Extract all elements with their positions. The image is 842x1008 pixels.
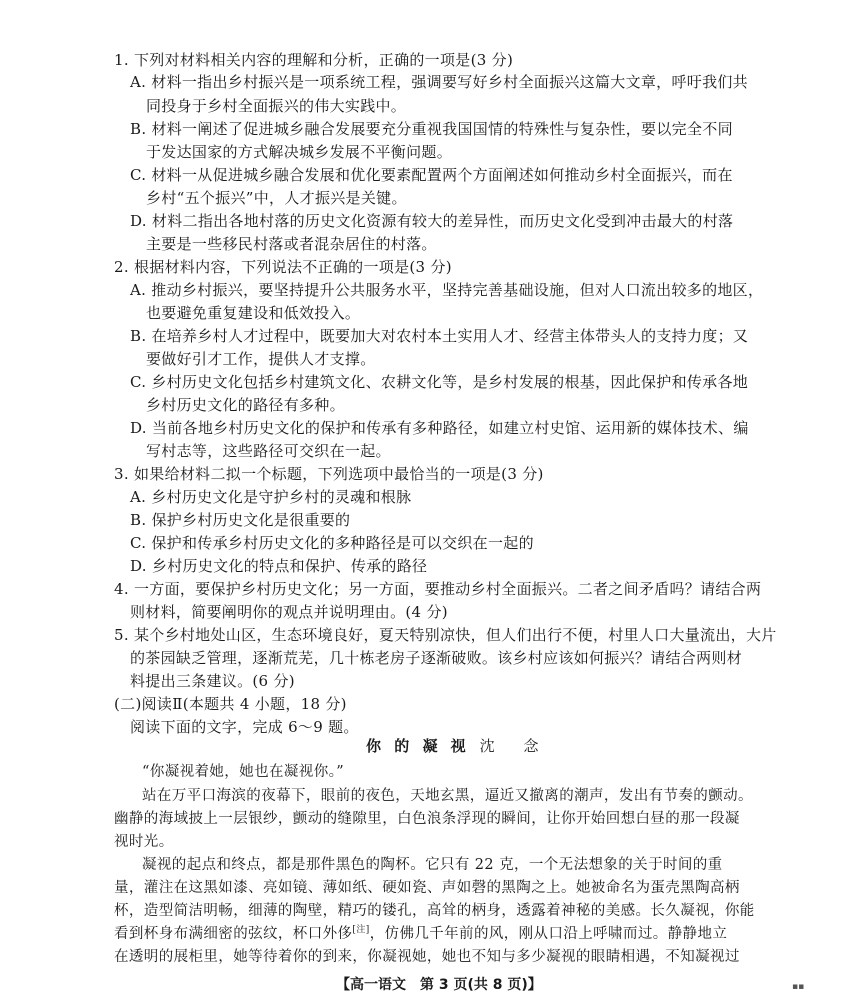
q2-option-d-cont: 写村志等，这些路径可交织在一起。 bbox=[146, 442, 391, 460]
question-5-cont-2: 料提出三条建议。(6 分) bbox=[130, 672, 295, 690]
passage-paragraph-3-line-4 bbox=[114, 924, 727, 944]
passage-paragraph-2-line-1: 站在万平口海滨的夜幕下，眼前的夜色，天地玄黑，逼近又撤离的潮声，发出有节奏的颤动。 bbox=[142, 788, 753, 804]
q3-option-a: A. 乡村历史文化是守护乡村的灵魂和根脉 bbox=[130, 488, 412, 506]
q1-option-a-cont: 同投身于乡村全面振兴的伟大实践中。 bbox=[146, 97, 407, 115]
passage-line-4-part-1: 看到杯身布满细密的弦纹，杯口外侈 bbox=[114, 926, 353, 942]
passage-paragraph-2-line-3: 视时光。 bbox=[114, 834, 174, 850]
q3-option-d: D. 乡村历史文化的特点和保护、传承的路径 bbox=[130, 557, 428, 575]
passage-author: 沈 念 bbox=[479, 737, 551, 755]
q1-option-d: D. 材料二指出各地村落的历史文化资源有较大的差异性，而历史文化受到冲击最大的村落 bbox=[130, 212, 734, 230]
footnote-marker: [注] bbox=[352, 925, 370, 935]
q2-option-c-cont: 乡村历史文化的路径有多种。 bbox=[146, 396, 345, 414]
q1-option-b: B. 材料一阐述了促进城乡融合发展要充分重视我国国情的特殊性与复杂性，要以完全不同 bbox=[130, 120, 733, 138]
q2-option-a: A. 推动乡村振兴，要坚持提升公共服务水平，坚持完善基础设施，但对人口流出较多的地区， bbox=[130, 281, 764, 299]
q2-option-b: B. 在培养乡村人才过程中，既要加大对农村本土实用人才、经营主体带头人的支持力度；又 bbox=[130, 327, 749, 345]
question-5-cont-1: 的茶园缺乏管理，逐渐荒芜，几十栋老房子逐渐破败。该乡村应该如何振兴？请结合两则材 bbox=[130, 649, 743, 667]
q2-option-b-cont: 要做好引才工作，提供人才支撑。 bbox=[146, 350, 376, 368]
question-4-stem: 4. 一方面，要保护乡村历史文化；另一方面，要推动乡村全面振兴。二者之间矛盾吗？请结合两 bbox=[114, 580, 762, 598]
page-footer: 【高一语文 第 3 页(共 8 页)】 bbox=[336, 977, 542, 993]
passage-paragraph-3-line-1: 凝视的起点和终点，都是那件黑色的陶杯。它只有 22 克，一个无法想象的关于时间的重 bbox=[142, 857, 723, 873]
question-4-cont: 则材料，简要阐明你的观点并说明理由。(4 分) bbox=[130, 603, 448, 621]
q2-option-d: D. 当前各地乡村历史文化的保护和传承有多种路径，如建立村史馆、运用新的媒体技术、编 bbox=[130, 419, 749, 437]
q1-option-b-cont: 于发达国家的方式解决城乡发展不平衡问题。 bbox=[146, 143, 453, 161]
q2-option-a-cont: 也要避免重复建设和低效投入。 bbox=[146, 304, 361, 322]
q2-option-c: C. 乡村历史文化包括乡村建筑文化、农耕文化等，是乡村发展的根基，因此保护和传承各地 bbox=[130, 373, 749, 391]
passage-paragraph-1: “你凝视着她，她也在凝视你。” bbox=[142, 764, 345, 780]
passage-title bbox=[366, 736, 550, 756]
passage-paragraph-3-line-5: 在透明的展柜里，她等待着你的到来，你凝视她，她也不知与多少凝视的眼睛相遇，不知凝视过 bbox=[114, 949, 740, 965]
question-5-stem: 5. 某个乡村地处山区，生态环境良好，夏天特别凉快，但人们出行不便，村里人口大量流出，大片 bbox=[114, 626, 777, 644]
passage-paragraph-3-line-2: 量，灌注在这黑如漆、亮如镜、薄如纸、硬如瓷、声如磬的黑陶之上。她被命名为蛋壳黑陶高柄 bbox=[114, 880, 740, 896]
q1-option-c: C. 材料一从促进城乡融合发展和优化要素配置两个方面阐述如何推动乡村全面振兴，而在 bbox=[130, 166, 733, 184]
passage-paragraph-3-line-3: 杯，造型简洁明畅，细薄的陶壁，精巧的镂孔，高耸的柄身，透露着神秘的美感。长久凝视，你能 bbox=[114, 903, 755, 919]
section-heading: (二)阅读Ⅱ(本题共 4 小题，18 分) bbox=[114, 695, 347, 713]
question-1-stem: 1. 下列对材料相关内容的理解和分析，正确的一项是(3 分) bbox=[114, 51, 514, 69]
q3-option-c: C. 保护和传承乡村历史文化的多种路径是可以交织在一起的 bbox=[130, 534, 534, 552]
q1-option-a: A. 材料一指出乡村振兴是一项系统工程，强调要写好乡村全面振兴这篇大文章，呼吁我们共 bbox=[130, 73, 748, 91]
section-instruction: 阅读下面的文字，完成 6～9 题。 bbox=[130, 718, 359, 736]
corner-mark: ▪▪ bbox=[792, 982, 805, 992]
question-2-stem: 2. 根据材料内容，下列说法不正确的一项是(3 分) bbox=[114, 258, 452, 276]
question-3-stem: 3. 如果给材料二拟一个标题，下列选项中最恰当的一项是(3 分) bbox=[114, 465, 544, 483]
passage-paragraph-2-line-2: 幽静的海域披上一层银纱，颤动的缝隙里，白色浪条浮现的瞬间，让你开始回想白昼的那一段凝 bbox=[114, 811, 740, 827]
passage-line-4-part-2: ，仿佛几千年前的风，刚从口沿上呼啸而过。静静地立 bbox=[369, 926, 728, 942]
q3-option-b: B. 保护乡村历史文化是很重要的 bbox=[130, 511, 351, 529]
q1-option-d-cont: 主要是一些移民村落或者混杂居住的村落。 bbox=[146, 235, 437, 253]
q1-option-c-cont: 乡村“五个振兴”中，人才振兴是关键。 bbox=[146, 189, 407, 207]
passage-title-text: 你 的 凝 视 bbox=[366, 737, 470, 755]
